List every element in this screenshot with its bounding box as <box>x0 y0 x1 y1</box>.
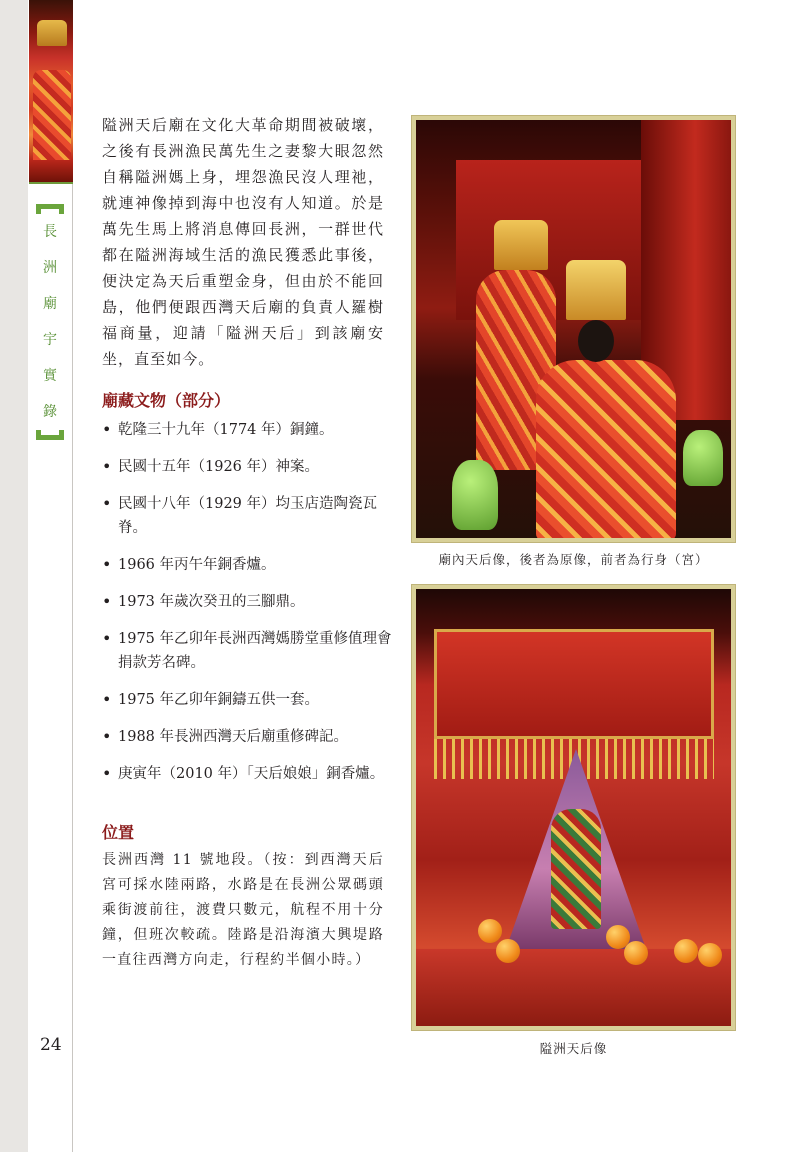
photo-2-caption: 隘洲天后像 <box>539 1041 608 1056</box>
travelling-statue <box>536 360 676 538</box>
left-margin-strip <box>0 0 28 1152</box>
thumbnail-underline <box>29 182 73 184</box>
series-char: 錄 <box>43 404 57 420</box>
series-char: 宇 <box>43 332 57 348</box>
bracket-bottom-icon <box>36 430 64 440</box>
photo-1-image <box>416 120 731 538</box>
intro-paragraph: 隘洲天后廟在文化大革命期間被破壞，之後有長洲漁民萬先生之妻黎大眼忽然自稱隘洲媽上身，埋怨漁民沒人理祂，就連神像掉到海中也沒有人知道。於是萬先生馬上將消息傳回長洲，一群世代都在隘洲海域生活的漁民獲悉此事後，便決定為天后重塑金身，但由於不能回島，他們便跟西灣天后廟的負責人羅樹福商量，迎請「隘洲天后」到該廟安坐，直至如今。 <box>102 116 384 368</box>
thumbnail-photo <box>29 0 73 182</box>
text-column <box>102 112 392 968</box>
tin-hau-statue-photo <box>411 584 736 1031</box>
location-paragraph: 長洲西灣 11 號地段。（按：到西灣天后宮可採水陸兩路，水路是在長洲公眾碼頭乘街渡前往，渡費只數元，航程不用十分鐘，但班次較疏。陸路是沿海濱大興堤路一直往西灣方向走，行程約半個小時。） <box>102 852 384 968</box>
crown-icon <box>494 220 548 270</box>
orange-icon <box>496 939 520 963</box>
location-heading: 位置 <box>102 823 135 842</box>
series-title <box>32 204 68 440</box>
bracket-top-icon <box>36 204 64 214</box>
list-item: • 1975 年乙卯年長洲西灣媽勝堂重修值理會捐款芳名碑。 <box>102 627 392 675</box>
list-item: • 乾隆三十九年（1774 年）銅鐘。 <box>102 418 392 442</box>
series-char: 廟 <box>43 296 57 312</box>
list-item: • 庚寅年（2010 年）「天后娘娘」銅香爐。 <box>102 762 392 786</box>
jade-lion-icon <box>683 430 723 486</box>
crown-icon <box>566 260 626 320</box>
tin-hau-statue <box>551 809 601 929</box>
list-item: • 民國十五年（1926 年）神案。 <box>102 455 392 479</box>
thumbnail-crown <box>37 20 67 46</box>
list-item: • 1973 年歲次癸丑的三腳鼎。 <box>102 590 392 614</box>
relics-list <box>102 418 392 799</box>
orange-icon <box>478 919 502 943</box>
list-item: • 民國十八年（1929 年）均玉店造陶瓷瓦脊。 <box>102 492 392 540</box>
relics-heading: 廟藏文物（部分） <box>102 391 231 410</box>
embroidered-valance <box>434 629 714 739</box>
series-char: 洲 <box>43 260 57 276</box>
photo-1-caption: 廟內天后像，後者為原像，前者為行身（宮） <box>438 552 709 567</box>
series-char: 長 <box>43 224 57 240</box>
orange-icon <box>674 939 698 963</box>
series-char: 實 <box>43 368 57 384</box>
thumbnail-robe <box>33 70 71 160</box>
list-item: • 1966 年丙午年銅香爐。 <box>102 553 392 577</box>
statue-face <box>578 320 614 362</box>
orange-icon <box>624 941 648 965</box>
list-item: • 1988 年長洲西灣天后廟重修碑記。 <box>102 725 392 749</box>
series-title-chars <box>32 224 68 440</box>
temple-interior-photo <box>411 115 736 543</box>
orange-icon <box>698 943 722 967</box>
page-number: 24 <box>40 1035 62 1055</box>
photo-2-image <box>416 589 731 1026</box>
jade-lion-icon <box>452 460 498 530</box>
list-item: • 1975 年乙卯年銅鑄五供一套。 <box>102 688 392 712</box>
